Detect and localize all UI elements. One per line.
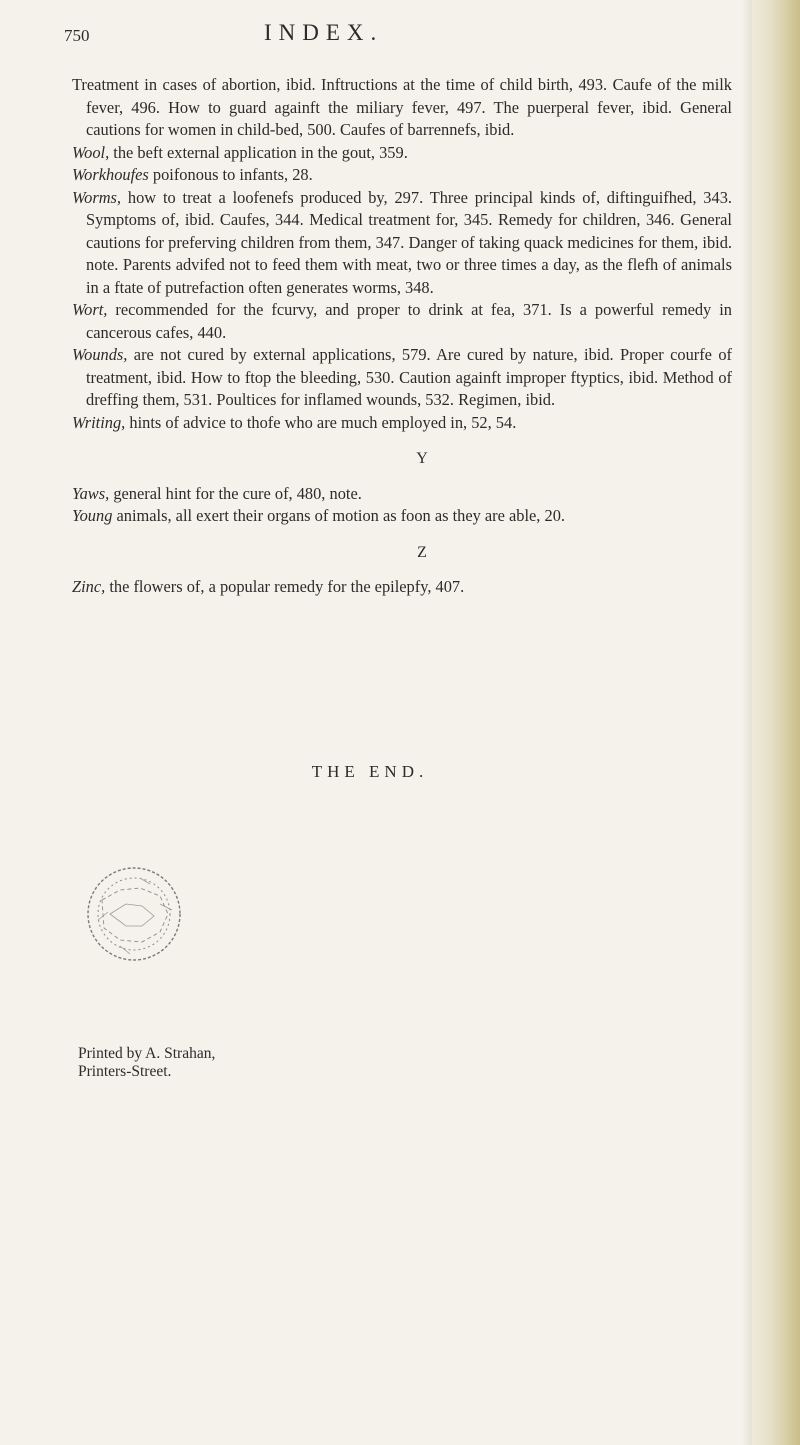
entry-text: the flowers of, a popular remedy for the epilepfy, 407. bbox=[105, 577, 465, 596]
entry-text: the beft external application in the gout, 359. bbox=[109, 142, 408, 162]
entry-text: hints of advice to thofe who are much employed in, 52, 54. bbox=[125, 412, 517, 432]
entry-text: Treatment in cases of abortion, ibid. Inftructions at the time of child birth, 493. Caufe of the milk fever, 496. How to guard againft the miliary fever, 497. The puerperal fever, ibid. General cautions for women in child-bed, 500. Caufes of barrennefs, ibid. bbox=[72, 75, 732, 139]
index-entry bbox=[72, 483, 732, 506]
printer-imprint bbox=[78, 1045, 215, 1081]
entry-head: Zinc, bbox=[72, 577, 106, 596]
entry-text: how to treat a loofenefs produced by, 297. Three principal kinds of, diftinguifhed, 343. Symptoms of, ibid. Caufes, 344. Medical treatment for, 345. Remedy for children, 346. General cautions for preferving children from them, 347. Danger of taking quack medicines for them, ibid. note. Parents advifed not to feed them with meat, two or three times a day, as the flefh of animals in a ftate of putrefaction often generates worms, 348. bbox=[86, 187, 732, 297]
section-letter-z: Z bbox=[417, 543, 427, 561]
entry-text: animals, all exert their organs of motion as foon as they are able, 20. bbox=[112, 506, 565, 525]
page-number: 750 bbox=[64, 26, 90, 45]
entry-text: recommended for the fcurvy, and proper to drink at fea, 371. Is a powerful remedy in cancerous cafes, 440. bbox=[86, 300, 732, 342]
entry-head: Wort, bbox=[72, 300, 108, 319]
page-header bbox=[64, 20, 724, 60]
index-content bbox=[72, 74, 732, 599]
library-stamp-icon bbox=[80, 860, 188, 968]
entry-head: Worms, bbox=[72, 187, 122, 207]
running-title: INDEX. bbox=[264, 20, 384, 45]
entry-text: are not cured by external applications, 579. Are cured by nature, ibid. Proper courfe of treatment, ibid. How to ftop the bleeding, 530. Caution againft improper ftyptics, ibid. Method of dreffing them, 531. Poultices for inflamed wounds, 532. Regimen, ibid. bbox=[86, 345, 732, 409]
imprint-line-printer: Printed by A. Strahan, bbox=[78, 1045, 216, 1062]
index-entry bbox=[72, 412, 732, 435]
index-entry bbox=[72, 505, 732, 528]
entry-head: Workhoufes bbox=[72, 165, 149, 184]
page-edge bbox=[752, 0, 800, 1445]
entry-text: poifonous to infants, 28. bbox=[148, 165, 313, 184]
index-entry bbox=[72, 74, 732, 142]
index-entry bbox=[72, 164, 732, 187]
index-entry bbox=[72, 576, 732, 599]
index-entry bbox=[72, 187, 732, 300]
index-entry bbox=[72, 344, 732, 412]
imprint-line-address: Printers-Street. bbox=[78, 1063, 172, 1080]
entry-head: Young bbox=[72, 506, 113, 525]
index-entry bbox=[72, 142, 732, 165]
page-gutter-shadow bbox=[742, 0, 752, 1445]
index-entry bbox=[72, 299, 732, 344]
entry-text: general hint for the cure of, 480, note. bbox=[109, 483, 362, 503]
entry-head: Wool, bbox=[72, 142, 110, 162]
entry-head: Writing, bbox=[72, 412, 126, 432]
entry-head: Yaws, bbox=[72, 483, 110, 503]
entry-head: Wounds, bbox=[72, 345, 128, 364]
section-letter-y: Y bbox=[416, 450, 428, 467]
the-end-heading: THE END. bbox=[311, 762, 429, 781]
